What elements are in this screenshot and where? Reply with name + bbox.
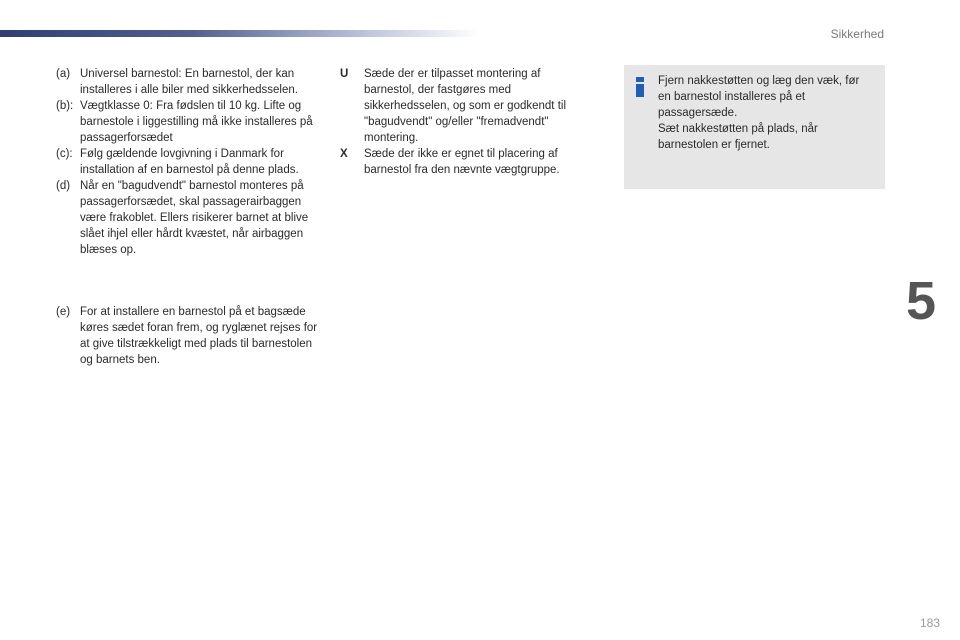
code-text: Sæde der er tilpasset montering af barnestol, der fastgøres med sikkerhedsselen, og som er godkendt til "bagudvendt" og/eller "fremadvendt" montering. [364, 68, 566, 144]
note-text: For at installere en barnestol på et bagsæde køres sædet foran frem, og ryglænet rejses for at give tilstrækkeligt med plads til barnestolen og barnets ben. [80, 306, 318, 366]
note-key: (b): [56, 100, 74, 112]
note-text: Vægtklasse 0: Fra fødslen til 10 kg. Lifte og barnestole i liggestilling må ikke installeres på passagerforsædet [80, 100, 313, 144]
note-text: Når en "bagudvendt" barnestol monteres på passagerforsædet, skal passagerairbaggen være frakoblet. Ellers risikerer barnet at blive slået ihjel eller hårdt kvæstet, når airbaggen blæses op. [80, 180, 309, 256]
note-text: Universel barnestol: En barnestol, der kan installeres i alle biler med sikkerhedsselen. [80, 68, 298, 96]
header-accent-bar [0, 30, 480, 37]
code-key: U [340, 68, 349, 80]
info-line: Fjern nakkestøtten og læg den væk, før en barnestol installeres på et passagersæde. [658, 75, 860, 119]
note-key: (e) [56, 306, 71, 318]
info-text [658, 73, 873, 153]
note-text: Følg gældende lovgivning i Danmark for installation af en barnestol på denne plads. [80, 148, 299, 176]
section-title: Sikkerhed [830, 27, 884, 41]
note-item [56, 304, 326, 368]
note-key: (a) [56, 68, 71, 80]
note-item [56, 98, 326, 146]
note-item [56, 178, 326, 258]
note-key: (c): [56, 148, 73, 160]
code-item [340, 66, 590, 146]
note-key: (d) [56, 180, 71, 192]
note-item [56, 146, 326, 178]
notes-column [56, 66, 326, 368]
code-text: Sæde der ikke er egnet til placering af barnestol fra den nævnte vægtgruppe. [364, 148, 560, 176]
info-line: Sæt nakkestøtten på plads, når barnestolen er fjernet. [658, 123, 818, 151]
info-box [624, 65, 885, 189]
spacer [56, 258, 326, 304]
codes-column [340, 66, 590, 178]
note-item [56, 66, 326, 98]
code-key: X [340, 148, 348, 160]
chapter-number: 5 [906, 271, 937, 331]
info-icon [636, 77, 644, 97]
page-number: 183 [919, 616, 940, 630]
code-item [340, 146, 590, 178]
